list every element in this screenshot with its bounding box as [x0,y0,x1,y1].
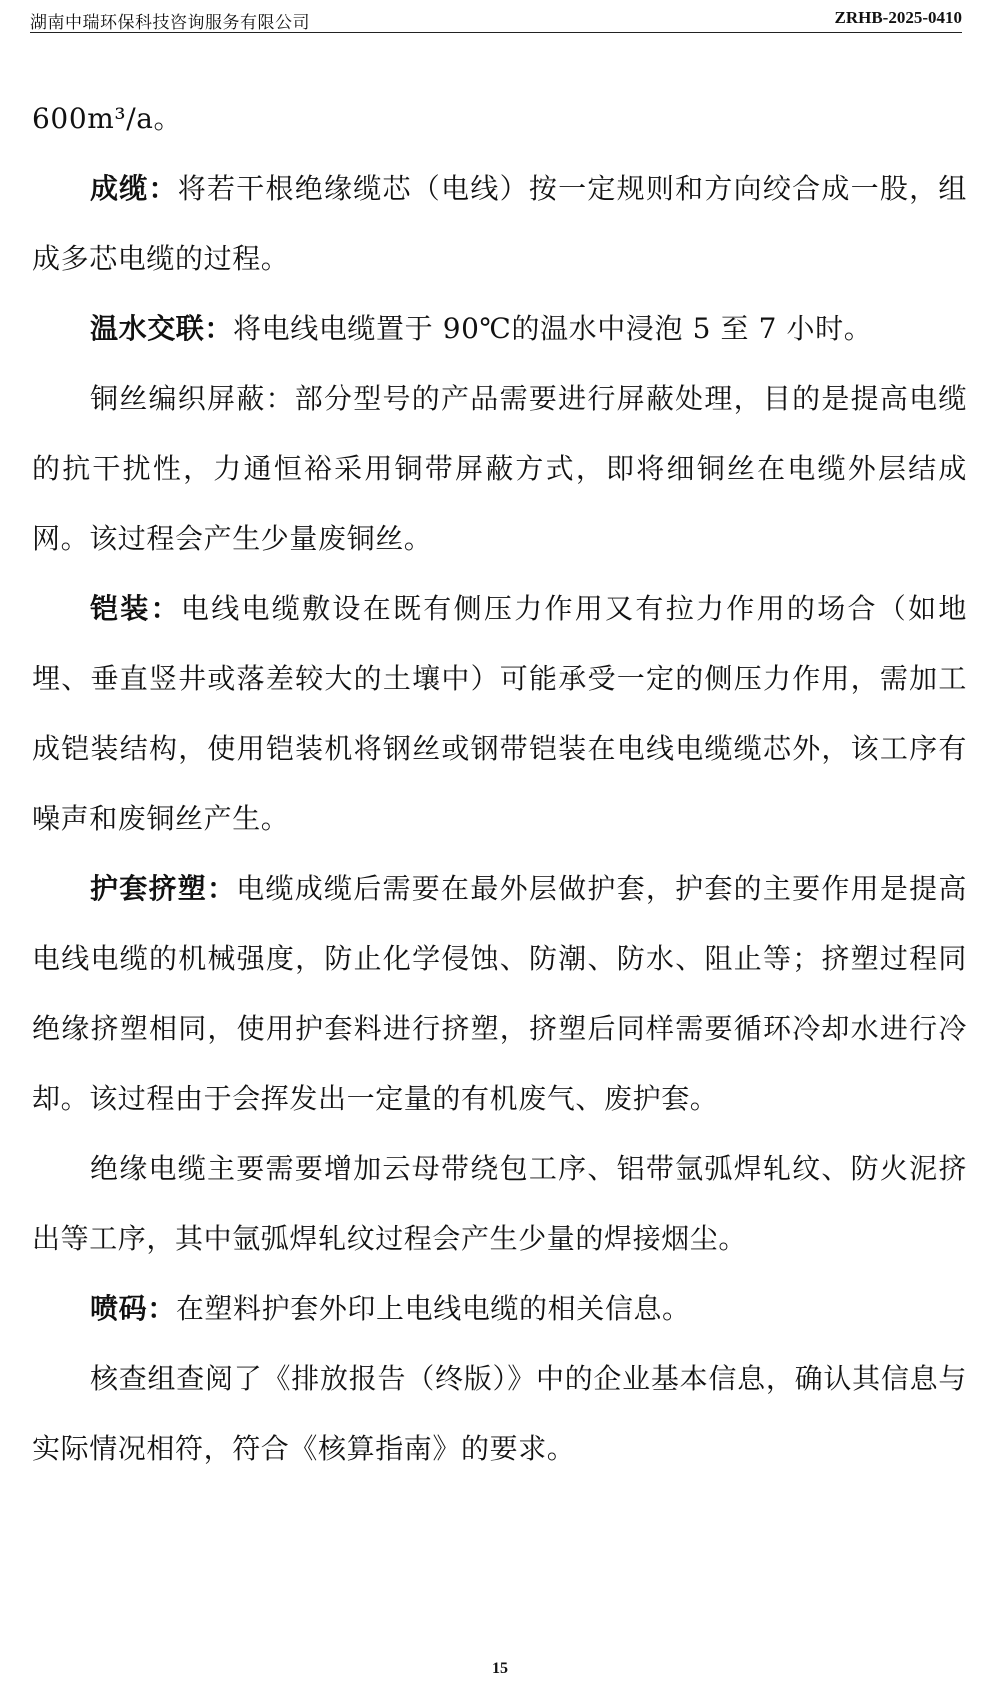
header-document-code: ZRHB-2025-0410 [834,8,962,27]
paragraph-text: 将若干根绝缘缆芯（电线）按一定规则和方向绞合成一股，组成多芯电缆的过程。 [32,172,967,275]
paragraph-text: 铜丝编织屏蔽：部分型号的产品需要进行屏蔽处理，目的是提高电缆的抗干扰性，力通恒裕采用铜带屏蔽方式，即将细铜丝在电缆外层结成网。该过程会产生少量废铜丝。 [32,382,967,555]
paragraph-warm-water-crosslinking [32,294,967,364]
paragraph-armoring [32,574,967,854]
paragraph-text: 将电线电缆置于 90℃的温水中浸泡 5 至 7 小时。 [233,312,873,345]
paragraph-term: 温水交联： [90,312,234,345]
paragraph-text: 电线电缆敷设在既有侧压力作用又有拉力作用的场合（如地埋、垂直竖井或落差较大的土壤中）可能承受一定的侧压力作用，需加工成铠装结构，使用铠装机将钢丝或钢带铠装在电线电缆缆芯外，该工序有噪声和废铜丝产生。 [32,592,967,835]
paragraph-term: 喷码： [90,1292,176,1325]
paragraph-cabling [32,154,967,294]
page-number: 15 [492,1660,508,1677]
paragraph-text: 在塑料护套外印上电线电缆的相关信息。 [175,1292,691,1325]
paragraph-text: 电缆成缆后需要在最外层做护套，护套的主要作用是提高电线电缆的机械强度，防止化学侵蚀、防潮、防水、阻止等；挤塑过程同绝缘挤塑相同，使用护套料进行挤塑，挤塑后同样需要循环冷却水进行冷却。该过程由于会挥发出一定量的有机废气、废护套。 [32,872,967,1115]
paragraph-term: 护套挤塑： [90,872,237,905]
paragraph-text: 绝缘电缆主要需要增加云母带绕包工序、铝带氩弧焊轧纹、防火泥挤出等工序，其中氩弧焊轧纹过程会产生少量的焊接烟尘。 [32,1152,967,1255]
page-header [30,6,962,33]
paragraph-verification-conclusion [32,1344,967,1484]
paragraph-copper-braid-shielding [32,364,967,574]
paragraph-inkjet-coding [32,1274,967,1344]
paragraph-term: 成缆： [90,172,178,205]
paragraph-text: 600m³/a。 [32,102,183,135]
paragraph-term: 铠装： [90,592,181,625]
paragraph-text: 核查组查阅了《排放报告（终版）》中的企业基本信息，确认其信息与实际情况相符，符合《核算指南》的要求。 [32,1362,967,1465]
paragraph-insulated-cable [32,1134,967,1274]
document-body [32,84,967,1484]
paragraph-continuation [32,84,967,154]
paragraph-sheath-extrusion [32,854,967,1134]
header-company-name: 湖南中瑞环保科技咨询服务有限公司 [30,13,310,33]
